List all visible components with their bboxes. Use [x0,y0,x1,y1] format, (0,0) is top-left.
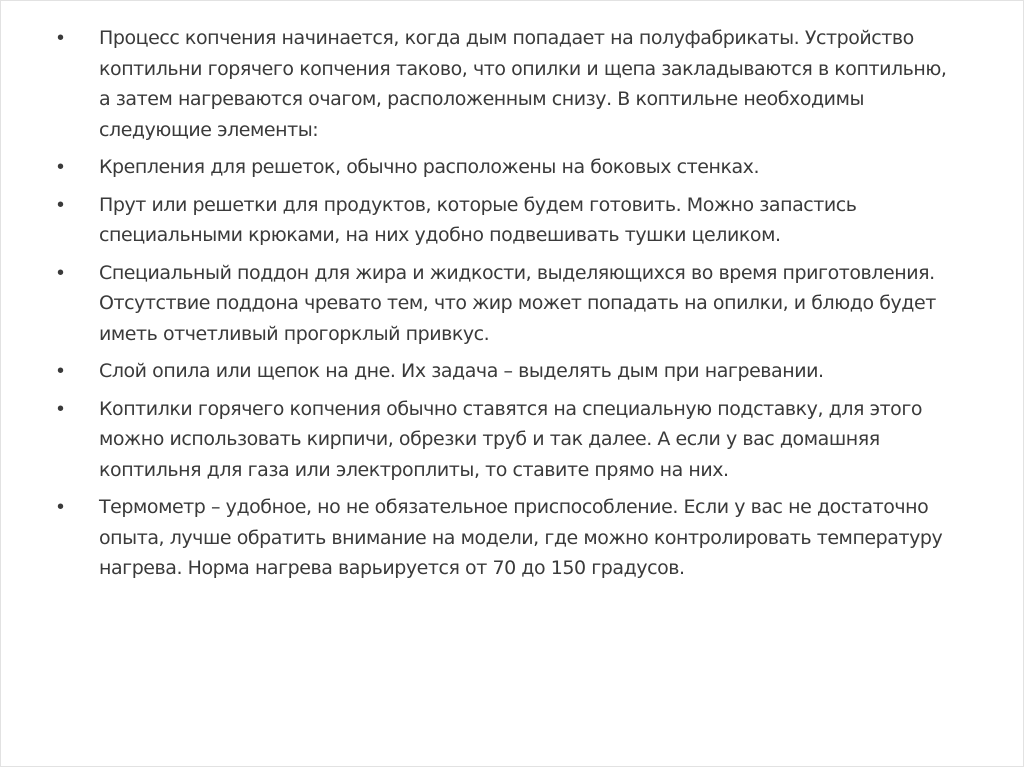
bullet-text: Термометр – удобное, но не обязательное приспособление. Если у вас не достаточно опыта, лучше обратить внимание на модели, где можно контролировать температуру нагрева. Норма нагрева варьируется от 70 до 150 градусов. [99,496,943,579]
list-item [57,356,947,387]
list-item [57,394,947,486]
bullet-text: Прут или решетки для продуктов, которые будем готовить. Можно запастись специальными крюками, на них удобно подвешивать тушки целиком. [99,193,857,246]
list-item [57,492,947,584]
bullet-icon: • [57,261,65,284]
bullet-list [57,23,947,591]
bullet-icon: • [57,193,65,216]
bullet-icon: • [57,27,65,49]
bullet-icon: • [57,397,65,420]
bullet-text: Крепления для решеток, обычно расположены на боковых стенках. [99,156,760,178]
bullet-icon: • [57,156,65,178]
bullet-icon: • [57,360,65,382]
list-item [57,258,947,350]
bullet-text: Процесс копчения начинается, когда дым попадает на полуфабрикаты. Устройство коптильни горячего копчения таково, что опилки и щепа закладываются в коптильню, а затем нагреваются очагом, расположенным снизу. В коптильне необходимы следующие элементы: [99,27,947,141]
bullet-icon: • [57,496,65,518]
list-item [57,190,947,251]
list-item [57,152,947,183]
bullet-text: Коптилки горячего копчения обычно ставятся на специальную подставку, для этого можно использовать кирпичи, обрезки труб и так далее. А если у вас домашняя коптильня для газа или электроплиты, то ставите прямо на них. [99,397,923,481]
bullet-text: Специальный поддон для жира и жидкости, выделяющихся во время приготовления. Отсутствие поддона чревато тем, что жир может попадать на опилки, и блюдо будет иметь отчетливый прогорклый привкус. [99,261,936,345]
list-item [57,23,947,145]
bullet-text: Слой опила или щепок на дне. Их задача – выделять дым при нагревании. [99,360,824,382]
